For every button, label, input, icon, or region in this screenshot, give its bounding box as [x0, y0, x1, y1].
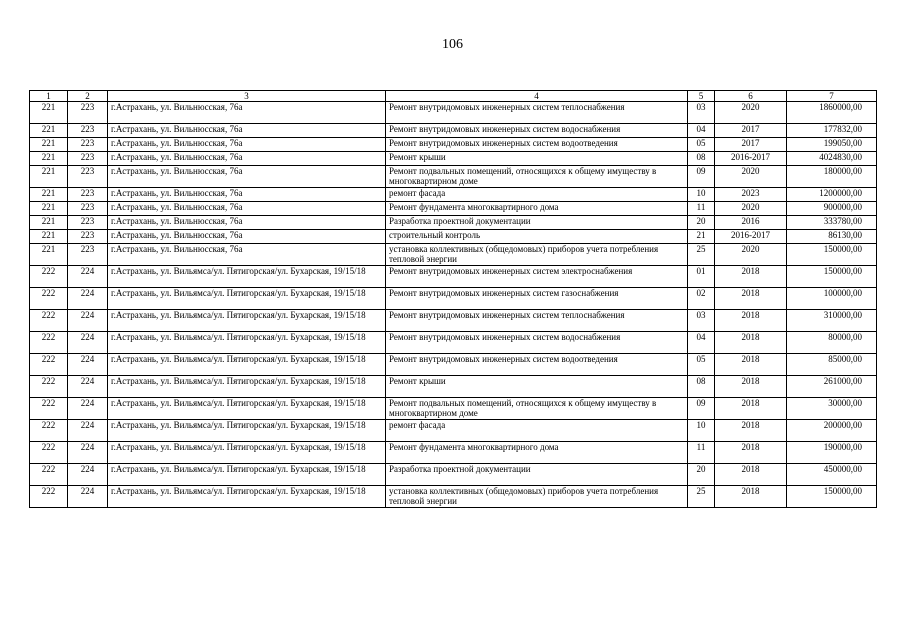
- work-code-cell: 08: [688, 152, 715, 166]
- work-code-cell: 04: [688, 124, 715, 138]
- house-number-cell: 223: [68, 138, 108, 152]
- address-cell: г.Астрахань, ул. Вильнюсская, 76а: [108, 244, 386, 266]
- row-number-cell: 221: [30, 244, 68, 266]
- house-number-cell: 224: [68, 420, 108, 442]
- row-number-cell: 222: [30, 310, 68, 332]
- column-header: 1: [30, 91, 68, 102]
- work-type-cell: Ремонт внутридомовых инженерных систем водоотведения: [386, 354, 688, 376]
- table-row: [30, 152, 877, 166]
- table-body: [30, 91, 877, 508]
- address-cell: г.Астрахань, ул. Вильямса/ул. Пятигорская/ул. Бухарская, 19/15/18: [108, 398, 386, 420]
- house-number-cell: 223: [68, 244, 108, 266]
- work-type-cell: Ремонт крыши: [386, 152, 688, 166]
- house-number-cell: 224: [68, 354, 108, 376]
- cost-cell: 200000,00: [787, 420, 877, 442]
- work-code-cell: 09: [688, 398, 715, 420]
- row-number-cell: 221: [30, 166, 68, 188]
- work-code-cell: 11: [688, 202, 715, 216]
- address-cell: г.Астрахань, ул. Вильямса/ул. Пятигорская/ул. Бухарская, 19/15/18: [108, 464, 386, 486]
- row-number-cell: 222: [30, 464, 68, 486]
- address-cell: г.Астрахань, ул. Вильямса/ул. Пятигорская/ул. Бухарская, 19/15/18: [108, 354, 386, 376]
- period-cell: 2018: [715, 442, 787, 464]
- table-row: [30, 354, 877, 376]
- work-type-cell: Ремонт подвальных помещений, относящихся к общему имуществу в многоквартирном доме: [386, 166, 688, 188]
- cost-cell: 100000,00: [787, 288, 877, 310]
- row-number-cell: 222: [30, 354, 68, 376]
- address-cell: г.Астрахань, ул. Вильямса/ул. Пятигорская/ул. Бухарская, 19/15/18: [108, 420, 386, 442]
- cost-cell: 333780,00: [787, 216, 877, 230]
- address-cell: г.Астрахань, ул. Вильнюсская, 76а: [108, 152, 386, 166]
- capital-repair-table: [29, 90, 877, 508]
- row-number-cell: 221: [30, 102, 68, 124]
- address-cell: г.Астрахань, ул. Вильнюсская, 76а: [108, 166, 386, 188]
- address-cell: г.Астрахань, ул. Вильямса/ул. Пятигорская/ул. Бухарская, 19/15/18: [108, 376, 386, 398]
- address-cell: г.Астрахань, ул. Вильнюсская, 76а: [108, 188, 386, 202]
- table-row: [30, 486, 877, 508]
- cost-cell: 85000,00: [787, 354, 877, 376]
- column-header: 4: [386, 91, 688, 102]
- period-cell: 2023: [715, 188, 787, 202]
- row-number-cell: 222: [30, 266, 68, 288]
- work-type-cell: установка коллективных (общедомовых) приборов учета потребления тепловой энергии: [386, 244, 688, 266]
- column-header: 7: [787, 91, 877, 102]
- period-cell: 2018: [715, 486, 787, 508]
- work-code-cell: 10: [688, 420, 715, 442]
- work-type-cell: Ремонт крыши: [386, 376, 688, 398]
- page-number: 106: [442, 37, 463, 52]
- cost-cell: 80000,00: [787, 332, 877, 354]
- house-number-cell: 224: [68, 486, 108, 508]
- work-code-cell: 03: [688, 102, 715, 124]
- row-number-cell: 221: [30, 202, 68, 216]
- work-type-cell: строительный контроль: [386, 230, 688, 244]
- row-number-cell: 222: [30, 288, 68, 310]
- work-type-cell: Ремонт фундамента многоквартирного дома: [386, 202, 688, 216]
- house-number-cell: 224: [68, 464, 108, 486]
- work-code-cell: 08: [688, 376, 715, 398]
- house-number-cell: 223: [68, 188, 108, 202]
- row-number-cell: 221: [30, 216, 68, 230]
- work-code-cell: 20: [688, 216, 715, 230]
- cost-cell: 86130,00: [787, 230, 877, 244]
- work-code-cell: 04: [688, 332, 715, 354]
- row-number-cell: 222: [30, 332, 68, 354]
- work-code-cell: 03: [688, 310, 715, 332]
- work-type-cell: установка коллективных (общедомовых) приборов учета потребления тепловой энергии: [386, 486, 688, 508]
- row-number-cell: 222: [30, 376, 68, 398]
- row-number-cell: 221: [30, 138, 68, 152]
- house-number-cell: 223: [68, 202, 108, 216]
- period-cell: 2018: [715, 310, 787, 332]
- column-header: 2: [68, 91, 108, 102]
- period-cell: 2016: [715, 216, 787, 230]
- cost-cell: 450000,00: [787, 464, 877, 486]
- table-row: [30, 166, 877, 188]
- work-code-cell: 25: [688, 486, 715, 508]
- work-code-cell: 01: [688, 266, 715, 288]
- row-number-cell: 221: [30, 124, 68, 138]
- table-row: [30, 398, 877, 420]
- period-cell: 2018: [715, 288, 787, 310]
- house-number-cell: 223: [68, 230, 108, 244]
- work-type-cell: Ремонт внутридомовых инженерных систем водоснабжения: [386, 332, 688, 354]
- work-code-cell: 21: [688, 230, 715, 244]
- table-row: [30, 288, 877, 310]
- work-code-cell: 25: [688, 244, 715, 266]
- cost-cell: 900000,00: [787, 202, 877, 216]
- period-cell: 2018: [715, 464, 787, 486]
- house-number-cell: 224: [68, 442, 108, 464]
- address-cell: г.Астрахань, ул. Вильнюсская, 76а: [108, 202, 386, 216]
- work-code-cell: 05: [688, 354, 715, 376]
- period-cell: 2016-2017: [715, 230, 787, 244]
- cost-cell: 177832,00: [787, 124, 877, 138]
- work-type-cell: ремонт фасада: [386, 420, 688, 442]
- table-row: [30, 420, 877, 442]
- cost-cell: 190000,00: [787, 442, 877, 464]
- address-cell: г.Астрахань, ул. Вильямса/ул. Пятигорская/ул. Бухарская, 19/15/18: [108, 310, 386, 332]
- work-code-cell: 02: [688, 288, 715, 310]
- period-cell: 2020: [715, 244, 787, 266]
- work-type-cell: Ремонт внутридомовых инженерных систем теплоснабжения: [386, 310, 688, 332]
- address-cell: г.Астрахань, ул. Вильнюсская, 76а: [108, 124, 386, 138]
- cost-cell: 199050,00: [787, 138, 877, 152]
- period-cell: 2018: [715, 354, 787, 376]
- row-number-cell: 221: [30, 230, 68, 244]
- house-number-cell: 223: [68, 166, 108, 188]
- cost-cell: 150000,00: [787, 266, 877, 288]
- address-cell: г.Астрахань, ул. Вильнюсская, 76а: [108, 138, 386, 152]
- column-header: 5: [688, 91, 715, 102]
- cost-cell: 4024830,00: [787, 152, 877, 166]
- work-code-cell: 09: [688, 166, 715, 188]
- address-cell: г.Астрахань, ул. Вильямса/ул. Пятигорская/ул. Бухарская, 19/15/18: [108, 266, 386, 288]
- table-row: [30, 442, 877, 464]
- table-header-row: [30, 91, 877, 102]
- work-type-cell: Ремонт внутридомовых инженерных систем водоотведения: [386, 138, 688, 152]
- row-number-cell: 222: [30, 398, 68, 420]
- column-header: 3: [108, 91, 386, 102]
- row-number-cell: 222: [30, 486, 68, 508]
- address-cell: г.Астрахань, ул. Вильнюсская, 76а: [108, 216, 386, 230]
- work-code-cell: 20: [688, 464, 715, 486]
- column-header: 6: [715, 91, 787, 102]
- period-cell: 2018: [715, 332, 787, 354]
- address-cell: г.Астрахань, ул. Вильямса/ул. Пятигорская/ул. Бухарская, 19/15/18: [108, 332, 386, 354]
- cost-cell: 150000,00: [787, 244, 877, 266]
- row-number-cell: 222: [30, 442, 68, 464]
- house-number-cell: 224: [68, 332, 108, 354]
- cost-cell: 150000,00: [787, 486, 877, 508]
- table-row: [30, 332, 877, 354]
- table-row: [30, 216, 877, 230]
- address-cell: г.Астрахань, ул. Вильямса/ул. Пятигорская/ул. Бухарская, 19/15/18: [108, 442, 386, 464]
- house-number-cell: 224: [68, 266, 108, 288]
- table-row: [30, 376, 877, 398]
- work-type-cell: ремонт фасада: [386, 188, 688, 202]
- house-number-cell: 224: [68, 398, 108, 420]
- table-row: [30, 202, 877, 216]
- cost-cell: 1200000,00: [787, 188, 877, 202]
- work-type-cell: Разработка проектной документации: [386, 464, 688, 486]
- house-number-cell: 223: [68, 216, 108, 230]
- table-row: [30, 188, 877, 202]
- cost-cell: 180000,00: [787, 166, 877, 188]
- period-cell: 2020: [715, 202, 787, 216]
- period-cell: 2018: [715, 266, 787, 288]
- period-cell: 2020: [715, 166, 787, 188]
- house-number-cell: 224: [68, 376, 108, 398]
- period-cell: 2018: [715, 420, 787, 442]
- cost-cell: 1860000,00: [787, 102, 877, 124]
- table-row: [30, 102, 877, 124]
- house-number-cell: 223: [68, 124, 108, 138]
- work-type-cell: Ремонт подвальных помещений, относящихся к общему имуществу в многоквартирном доме: [386, 398, 688, 420]
- work-type-cell: Ремонт внутридомовых инженерных систем электроснабжения: [386, 266, 688, 288]
- cost-cell: 310000,00: [787, 310, 877, 332]
- table-row: [30, 266, 877, 288]
- table-row: [30, 124, 877, 138]
- table-row: [30, 230, 877, 244]
- period-cell: 2018: [715, 376, 787, 398]
- row-number-cell: 221: [30, 152, 68, 166]
- address-cell: г.Астрахань, ул. Вильнюсская, 76а: [108, 102, 386, 124]
- cost-cell: 261000,00: [787, 376, 877, 398]
- period-cell: 2017: [715, 138, 787, 152]
- work-code-cell: 10: [688, 188, 715, 202]
- table-row: [30, 138, 877, 152]
- table-row: [30, 310, 877, 332]
- house-number-cell: 224: [68, 310, 108, 332]
- work-code-cell: 11: [688, 442, 715, 464]
- row-number-cell: 222: [30, 420, 68, 442]
- house-number-cell: 224: [68, 288, 108, 310]
- house-number-cell: 223: [68, 152, 108, 166]
- work-type-cell: Разработка проектной документации: [386, 216, 688, 230]
- work-type-cell: Ремонт фундамента многоквартирного дома: [386, 442, 688, 464]
- address-cell: г.Астрахань, ул. Вильямса/ул. Пятигорская/ул. Бухарская, 19/15/18: [108, 486, 386, 508]
- work-type-cell: Ремонт внутридомовых инженерных систем теплоснабжения: [386, 102, 688, 124]
- cost-cell: 30000,00: [787, 398, 877, 420]
- house-number-cell: 223: [68, 102, 108, 124]
- address-cell: г.Астрахань, ул. Вильнюсская, 76а: [108, 230, 386, 244]
- period-cell: 2020: [715, 102, 787, 124]
- period-cell: 2017: [715, 124, 787, 138]
- work-code-cell: 05: [688, 138, 715, 152]
- work-type-cell: Ремонт внутридомовых инженерных систем газоснабжения: [386, 288, 688, 310]
- table-row: [30, 464, 877, 486]
- address-cell: г.Астрахань, ул. Вильямса/ул. Пятигорская/ул. Бухарская, 19/15/18: [108, 288, 386, 310]
- period-cell: 2018: [715, 398, 787, 420]
- period-cell: 2016-2017: [715, 152, 787, 166]
- table-row: [30, 244, 877, 266]
- row-number-cell: 221: [30, 188, 68, 202]
- work-type-cell: Ремонт внутридомовых инженерных систем водоснабжения: [386, 124, 688, 138]
